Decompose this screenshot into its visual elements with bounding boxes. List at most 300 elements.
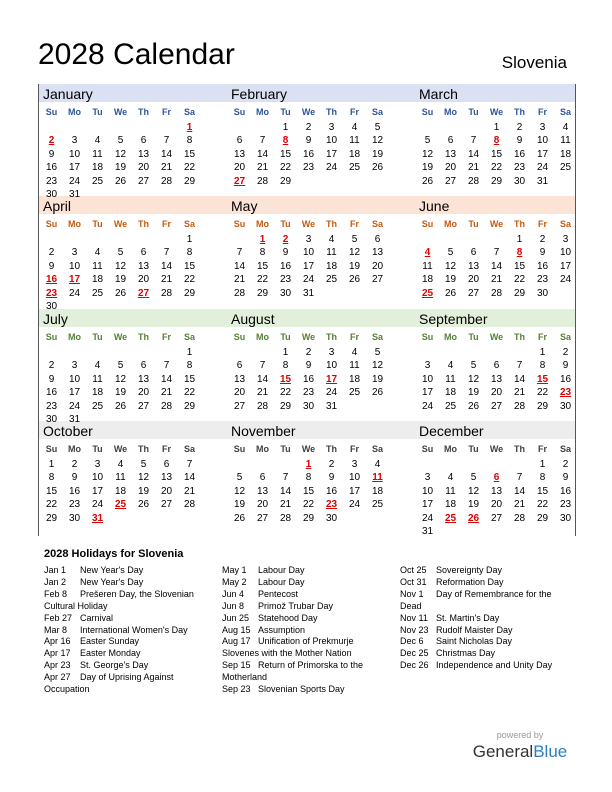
calendar-day: 25 (91, 287, 104, 299)
weekday-header: Th (326, 107, 337, 117)
calendar-day: 6 (493, 360, 500, 372)
weekday-header: Mo (68, 444, 81, 454)
calendar-day: 27 (256, 512, 269, 524)
holiday-entry-name: Independence and Unity Day (436, 660, 553, 671)
calendar-day: 2 (305, 122, 312, 133)
calendar-day: 16 (45, 162, 58, 174)
holiday-entry-name: Reformation Day (436, 576, 504, 587)
holiday-entry-date: May 2 (222, 576, 247, 587)
weekday-header: Fr (162, 444, 171, 454)
weekday-header: Tu (92, 107, 103, 117)
calendar-day: 29 (183, 175, 196, 187)
weekday-header: Tu (468, 444, 479, 454)
holiday-date: 17 (68, 274, 81, 286)
calendar-day: 15 (183, 260, 196, 272)
weekday-header: We (301, 332, 316, 342)
calendar-day: 1 (186, 234, 193, 245)
calendar-day: 28 (160, 287, 173, 299)
weekday-header: We (113, 444, 128, 454)
calendar-day: 30 (279, 287, 292, 299)
holiday-date: 25 (421, 287, 434, 299)
calendar-grid (38, 84, 576, 536)
calendar-day: 28 (233, 287, 246, 299)
calendar-day: 23 (68, 499, 81, 511)
calendar-day: 6 (236, 360, 243, 372)
calendar-day: 8 (305, 472, 312, 484)
holiday-date: 2 (48, 135, 55, 147)
weekday-header: Su (421, 107, 434, 117)
calendar-day: 11 (349, 135, 360, 147)
calendar-day: 18 (325, 260, 338, 272)
calendar-day: 16 (279, 260, 292, 272)
calendar-day: 31 (325, 400, 338, 412)
calendar-day: 29 (256, 287, 269, 299)
holiday-entry (222, 589, 390, 601)
calendar-day: 8 (186, 135, 193, 147)
calendar-day: 10 (302, 247, 315, 259)
calendar-day: 27 (233, 400, 246, 412)
holiday-entry (222, 565, 390, 577)
weekday-header: Th (514, 107, 525, 117)
calendar-day: 11 (422, 260, 433, 272)
calendar-day: 28 (160, 175, 173, 187)
calendar-day: 26 (233, 512, 246, 524)
weekday-header: Mo (68, 107, 81, 117)
calendar-day: 28 (467, 175, 480, 187)
weekday-header: Sa (183, 444, 195, 454)
calendar-day: 14 (160, 260, 173, 272)
calendar-day: 16 (559, 373, 572, 385)
holiday-entry (400, 589, 572, 613)
calendar-day: 27 (137, 400, 150, 412)
holiday-entry-date: Apr 17 (44, 648, 71, 659)
calendar-day: 14 (467, 148, 480, 160)
holiday-date: 25 (114, 499, 127, 511)
calendar-day: 17 (348, 485, 361, 497)
calendar-day: 16 (302, 373, 315, 385)
calendar-day: 20 (371, 260, 384, 272)
calendar-day: 15 (256, 260, 269, 272)
weekday-header: Tu (468, 107, 479, 117)
calendar-day: 14 (279, 485, 292, 497)
weekday-header: Sa (183, 332, 195, 342)
calendar-day: 22 (279, 387, 292, 399)
calendar-day: 8 (539, 472, 546, 484)
holiday-entry (400, 577, 572, 589)
holiday-date: 8 (516, 247, 523, 259)
weekday-header: Fr (350, 444, 359, 454)
calendar-day: 15 (183, 148, 196, 160)
weekday-header: Sa (559, 444, 571, 454)
holiday-entry-name: Statehood Day (258, 612, 318, 623)
holiday-date: 6 (493, 472, 500, 484)
calendar-day: 9 (282, 247, 289, 259)
calendar-day: 19 (467, 499, 480, 511)
calendar-day: 15 (490, 148, 503, 160)
calendar-day: 15 (45, 485, 58, 497)
weekday-header: Su (233, 219, 246, 229)
weekday-header: Th (138, 219, 149, 229)
calendar-day: 30 (45, 189, 58, 200)
calendar-day: 24 (325, 162, 338, 174)
holiday-entry (44, 565, 219, 577)
calendar-day: 24 (68, 400, 81, 412)
calendar-day: 1 (282, 122, 289, 133)
weekday-header: Mo (68, 332, 81, 342)
holiday-entry (222, 613, 390, 625)
calendar-day: 21 (490, 274, 503, 286)
calendar-day: 2 (539, 234, 546, 245)
weekday-header: Fr (538, 332, 547, 342)
calendar-day: 8 (186, 360, 193, 372)
weekday-header: Tu (280, 219, 291, 229)
calendar-day: 6 (140, 360, 147, 372)
month-name: January (43, 86, 93, 102)
calendar-day: 23 (536, 274, 549, 286)
calendar-day: 10 (559, 247, 572, 259)
calendar-day: 1 (493, 122, 500, 133)
calendar-day: 18 (444, 387, 457, 399)
weekday-header: Tu (92, 332, 103, 342)
calendar-day: 7 (259, 360, 266, 372)
calendar-day: 9 (516, 135, 523, 147)
holiday-entry (44, 648, 219, 660)
weekday-header: Su (421, 219, 434, 229)
calendar-day: 12 (137, 472, 150, 484)
holiday-entry-date: Nov 11 (400, 612, 428, 623)
holiday-date: 15 (279, 373, 292, 385)
calendar-day: 27 (467, 287, 480, 299)
calendar-day: 20 (233, 387, 246, 399)
calendar-day: 11 (445, 485, 456, 497)
calendar-day: 20 (490, 499, 503, 511)
calendar-day: 5 (236, 472, 243, 484)
calendar-day: 18 (371, 485, 384, 497)
calendar-day: 9 (539, 247, 546, 259)
calendar-day: 26 (444, 287, 457, 299)
calendar-day: 9 (328, 472, 335, 484)
holiday-entry-name: St. George's Day (80, 660, 149, 671)
calendar-day: 3 (562, 234, 569, 245)
calendar-day: 6 (447, 135, 454, 147)
weekday-header: Sa (183, 219, 195, 229)
weekday-header: Fr (538, 219, 547, 229)
calendar-day: 18 (444, 499, 457, 511)
calendar-day: 26 (421, 175, 434, 187)
holiday-entry-date: Dec 25 (400, 648, 429, 659)
calendar-day: 5 (117, 247, 124, 259)
holiday-entry-date: Apr 27 (44, 672, 71, 683)
holiday-entry-date: Aug 17 (222, 636, 251, 647)
calendar-day: 17 (91, 485, 104, 497)
calendar-day: 10 (91, 472, 104, 484)
holiday-entry-name: Saint Nicholas Day (436, 636, 513, 647)
calendar-day: 22 (302, 499, 315, 511)
calendar-day: 11 (92, 260, 103, 272)
holiday-entry (222, 684, 390, 696)
weekday-header: Fr (162, 332, 171, 342)
calendar-day: 19 (444, 274, 457, 286)
calendar-day: 25 (444, 400, 457, 412)
holiday-entry-date: Feb 8 (44, 588, 68, 599)
holiday-entry-name: Prešeren Day, the Slovenian Cultural Holiday (44, 588, 194, 611)
calendar-day: 16 (68, 485, 81, 497)
calendar-day: 13 (490, 373, 503, 385)
calendar-day: 12 (444, 260, 457, 272)
weekday-header: Su (45, 444, 58, 454)
calendar-day: 16 (45, 387, 58, 399)
weekday-header: Mo (444, 107, 457, 117)
weekday-header: We (489, 107, 504, 117)
calendar-day: 3 (94, 459, 101, 470)
calendar-day: 13 (233, 148, 246, 160)
calendar-day: 16 (559, 485, 572, 497)
weekday-header: Mo (444, 444, 457, 454)
weekday-header: Th (326, 444, 337, 454)
holiday-entry-name: Return of Primorska to the Motherland (222, 660, 364, 683)
calendar-day: 1 (539, 347, 546, 358)
calendar-day: 26 (467, 400, 480, 412)
brand-logo (468, 742, 572, 762)
calendar-day: 24 (421, 512, 434, 524)
weekday-header: We (301, 107, 316, 117)
calendar-day: 30 (559, 400, 572, 412)
calendar-day: 13 (444, 148, 457, 160)
holiday-entry (222, 625, 390, 637)
weekday-header: Th (326, 219, 337, 229)
calendar-day: 5 (374, 122, 381, 133)
holiday-date: 23 (559, 387, 572, 399)
weekday-header: Fr (350, 219, 359, 229)
calendar-day: 12 (467, 373, 480, 385)
calendar-day: 28 (183, 499, 196, 511)
calendar-day: 9 (48, 373, 55, 385)
calendar-day: 4 (351, 122, 358, 133)
calendar-day: 27 (490, 512, 503, 524)
holiday-entry-date: Oct 25 (400, 565, 427, 575)
calendar-day: 29 (513, 287, 526, 299)
calendar-day: 11 (349, 360, 360, 372)
calendar-day: 14 (256, 148, 269, 160)
holiday-entry (44, 589, 219, 613)
weekday-header: We (113, 219, 128, 229)
calendar-day: 15 (183, 373, 196, 385)
holiday-entry-name: Rudolf Maister Day (436, 624, 513, 635)
calendar-day: 22 (490, 162, 503, 174)
calendar-day: 12 (233, 485, 246, 497)
calendar-day: 15 (513, 260, 526, 272)
calendar-day: 27 (160, 499, 173, 511)
calendar-day: 7 (186, 459, 193, 470)
calendar-day: 1 (186, 347, 193, 358)
brand-general: General (472, 742, 534, 761)
calendar-day: 6 (470, 247, 477, 259)
calendar-day: 30 (68, 512, 81, 524)
holiday-entry-date: May 1 (222, 565, 247, 575)
calendar-day: 24 (348, 499, 361, 511)
calendar-day: 29 (536, 400, 549, 412)
weekday-header: Th (326, 332, 337, 342)
calendar-day: 19 (114, 274, 127, 286)
holiday-entry-name: St. Martin's Day (436, 612, 500, 623)
calendar-day: 21 (256, 162, 269, 174)
holidays-title: 2028 Holidays for Slovenia (44, 548, 184, 560)
calendar-day: 4 (94, 247, 101, 259)
calendar-day: 30 (45, 301, 58, 312)
calendar-day: 16 (325, 485, 338, 497)
calendar-day: 26 (348, 274, 361, 286)
calendar-day: 17 (68, 162, 81, 174)
calendar-day: 4 (94, 135, 101, 147)
calendar-day: 8 (282, 360, 289, 372)
calendar-day: 5 (117, 135, 124, 147)
calendar-day: 9 (562, 360, 569, 372)
calendar-day: 10 (68, 260, 81, 272)
calendar-day: 20 (137, 387, 150, 399)
holiday-entry (44, 672, 219, 696)
calendar-day: 2 (48, 360, 55, 372)
holiday-date: 31 (91, 512, 104, 524)
calendar-day: 13 (490, 485, 503, 497)
holiday-date: 1 (305, 459, 312, 470)
weekday-header: Mo (256, 219, 269, 229)
weekday-header: Su (233, 444, 246, 454)
season-band-autumn (39, 421, 575, 439)
calendar-day: 12 (467, 485, 480, 497)
calendar-day: 20 (137, 162, 150, 174)
calendar-day: 5 (470, 360, 477, 372)
holiday-date: 15 (536, 373, 549, 385)
weekday-header: Th (514, 219, 525, 229)
calendar-day: 11 (326, 247, 337, 259)
calendar-day: 19 (114, 387, 127, 399)
calendar-day: 21 (160, 274, 173, 286)
holiday-entry-name: Assumption (258, 624, 306, 635)
calendar-day: 5 (140, 459, 147, 470)
holiday-date: 8 (493, 135, 500, 147)
calendar-day: 21 (183, 485, 196, 497)
holiday-entry-date: Dec 26 (400, 660, 429, 671)
calendar-day: 22 (183, 274, 196, 286)
calendar-day: 8 (539, 360, 546, 372)
calendar-day: 18 (91, 162, 104, 174)
holiday-entry-date: Aug 15 (222, 624, 251, 635)
calendar-day: 9 (305, 360, 312, 372)
calendar-day: 19 (348, 260, 361, 272)
calendar-day: 1 (48, 459, 55, 470)
calendar-day: 3 (71, 247, 78, 259)
weekday-header: Fr (538, 107, 547, 117)
calendar-day: 19 (371, 148, 384, 160)
calendar-day: 18 (114, 485, 127, 497)
weekday-header: We (113, 107, 128, 117)
calendar-day: 25 (559, 162, 572, 174)
calendar-day: 8 (48, 472, 55, 484)
calendar-day: 7 (163, 247, 170, 259)
calendar-day: 1 (539, 459, 546, 470)
weekday-header: Sa (371, 444, 383, 454)
weekday-header: Tu (280, 444, 291, 454)
weekday-header: Sa (183, 107, 195, 117)
calendar-day: 3 (71, 135, 78, 147)
calendar-day: 4 (374, 459, 381, 470)
holiday-column-1 (44, 565, 219, 696)
weekday-header: We (301, 219, 316, 229)
calendar-day: 27 (371, 274, 384, 286)
calendar-day: 6 (259, 472, 266, 484)
calendar-day: 15 (302, 485, 315, 497)
calendar-day: 13 (233, 373, 246, 385)
calendar-day: 22 (536, 387, 549, 399)
month-name: June (419, 198, 450, 214)
calendar-day: 2 (328, 459, 335, 470)
holiday-entry-date: Sep 15 (222, 660, 251, 671)
calendar-day: 17 (302, 260, 315, 272)
holiday-entry (222, 577, 390, 589)
calendar-day: 10 (68, 148, 81, 160)
calendar-day: 17 (421, 387, 434, 399)
calendar-day: 23 (513, 162, 526, 174)
calendar-day: 30 (325, 512, 338, 524)
weekday-header: Mo (444, 332, 457, 342)
month-name: August (231, 311, 275, 327)
holiday-date: 1 (259, 234, 266, 245)
calendar-day: 12 (371, 135, 384, 147)
calendar-day: 11 (445, 373, 456, 385)
calendar-day: 5 (424, 135, 431, 147)
calendar-day: 14 (233, 260, 246, 272)
holiday-entry-date: Jan 2 (44, 576, 67, 587)
calendar-day: 24 (68, 287, 81, 299)
weekday-header: Su (45, 107, 58, 117)
calendar-day: 4 (447, 472, 454, 484)
holiday-entry-name: Pentecost (258, 588, 299, 599)
calendar-day: 19 (137, 485, 150, 497)
calendar-day: 13 (137, 373, 150, 385)
calendar-day: 10 (421, 373, 434, 385)
calendar-day: 29 (183, 287, 196, 299)
weekday-header: Mo (68, 219, 81, 229)
calendar-day: 5 (351, 234, 358, 245)
calendar-day: 17 (421, 499, 434, 511)
calendar-day: 22 (183, 387, 196, 399)
weekday-header: Th (514, 444, 525, 454)
weekday-header: Sa (371, 107, 383, 117)
calendar-day: 27 (137, 175, 150, 187)
calendar-day: 3 (539, 122, 546, 133)
holiday-date: 1 (186, 122, 193, 133)
calendar-day: 13 (160, 472, 173, 484)
holiday-date: 8 (282, 135, 289, 147)
holiday-entry (222, 660, 390, 684)
holiday-date: 2 (282, 234, 289, 245)
holiday-entry (400, 625, 572, 637)
calendar-day: 13 (256, 485, 269, 497)
calendar-day: 5 (117, 360, 124, 372)
calendar-day: 5 (374, 347, 381, 358)
calendar-day: 13 (137, 148, 150, 160)
calendar-day: 26 (114, 400, 127, 412)
calendar-day: 28 (513, 400, 526, 412)
calendar-day: 2 (48, 247, 55, 259)
calendar-day: 10 (348, 472, 361, 484)
calendar-day: 29 (302, 512, 315, 524)
calendar-day: 24 (559, 274, 572, 286)
calendar-day: 16 (536, 260, 549, 272)
calendar-day: 1 (282, 347, 289, 358)
holiday-entry-date: Oct 31 (400, 576, 427, 587)
weekday-header: Sa (559, 219, 571, 229)
